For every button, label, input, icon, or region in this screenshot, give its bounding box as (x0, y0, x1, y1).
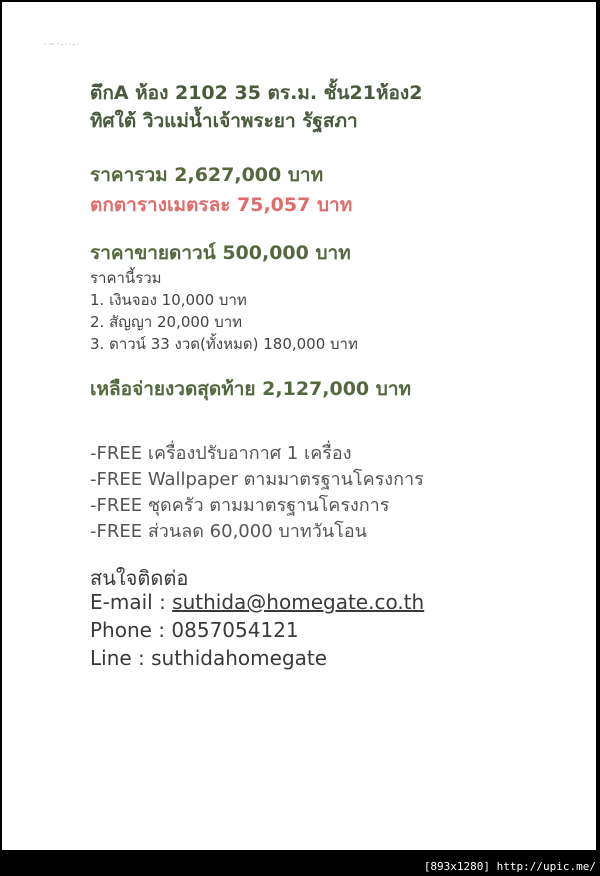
free-item: -FREE เครื่องปรับอากาศ 1 เครื่อง (90, 443, 352, 464)
unit-view: ทิศใต้ วิวแม่น้ำเจ้าพระยา รัฐสภา (90, 110, 358, 132)
price-per-sqm: ตกตารางเมตรละ 75,057 บาท (90, 194, 353, 216)
image-host-footer: [893x1280] http://upic.me/ (423, 860, 596, 873)
free-item: -FREE ชุดครัว ตามมาตรฐานโครงการ (90, 495, 390, 516)
list-item: 1. เงินจอง 10,000 บาท (90, 291, 247, 309)
list-item: 2. สัญญา 20,000 บาท (90, 313, 243, 331)
email-link[interactable]: suthida@homegate.co.th (172, 590, 425, 614)
line-id: Line : suthidahomegate (90, 646, 328, 670)
scan-artifact: ·~·-··-· (44, 40, 81, 50)
down-payment-title: ราคาขายดาวน์ 500,000 บาท (90, 242, 351, 264)
total-price: ราคารวม 2,627,000 บาท (90, 164, 324, 186)
list-item: 3. ดาวน์ 33 งวด(ทั้งหมด) 180,000 บาท (90, 335, 358, 353)
unit-title: ตึกA ห้อง 2102 35 ตร.ม. ชั้น21ห้อง2 (90, 82, 423, 104)
document-page (2, 2, 596, 850)
free-item: -FREE Wallpaper ตามมาตรฐานโครงการ (90, 469, 424, 490)
final-installment: เหลือจ่ายงวดสุดท้าย 2,127,000 บาท (90, 378, 412, 400)
email-label: E-mail : (90, 590, 173, 614)
free-item: -FREE ส่วนลด 60,000 บาทวันโอน (90, 521, 367, 542)
phone-line: Phone : 0857054121 (90, 618, 299, 642)
contact-heading: สนใจติดต่อ (90, 566, 189, 590)
includes-label: ราคานี้รวม (90, 269, 162, 287)
email-line (90, 590, 424, 614)
